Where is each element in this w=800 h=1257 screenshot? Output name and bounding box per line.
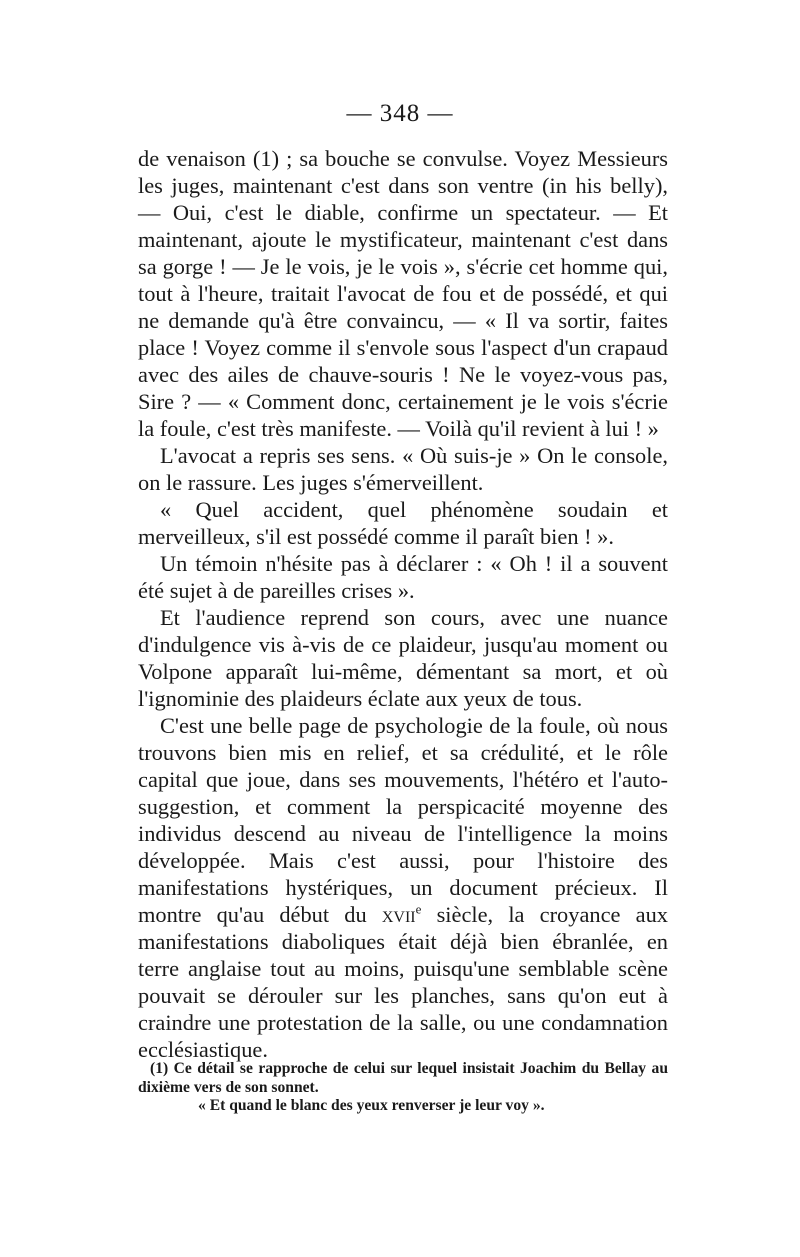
paragraph-audience: Et l'audience reprend son cours, avec une nuance d'indulgence vis à-vis de ce plaideur, jusqu'au moment ou Volpone apparaît lui-même, démentant sa mort, et où l'ignominie des plaideurs éclate aux yeux de tous.: [138, 605, 668, 711]
paragraph-temoin: Un témoin n'hésite pas à déclarer : « Oh ! il a souvent été sujet à de pareilles crises ».: [138, 551, 668, 603]
paragraph-psychologie-end: siècle, la croyance aux manifestations diaboliques était déjà bien ébranlée, en terre anglaise tout au moins, puisqu'une semblable scène pouvait se dérouler sur les planches, sans qu'on eut à craindre une protestation de la salle, ou une condamnation ecclésiastique.: [138, 902, 668, 1062]
paragraph-psychologie-text: C'est une belle page de psychologie de la foule, où nous trouvons bien mis en relief, et sa crédulité, et le rôle capital que joue, dans ses mouvements, l'hétéro et l'auto-suggestion, et comment la perspicacité moyenne des individus descend au niveau de l'intelligence la moins développée. Mais c'est aussi, pour l'histoire des manifestations hystériques, un document précieux. Il montre qu'au début du: [138, 713, 668, 927]
footnote-1: (1) Ce détail se rapproche de celui sur lequel insistait Joachim du Bellay au dixième vers de son sonnet.: [138, 1060, 668, 1096]
page-number: — 348 —: [346, 100, 454, 127]
paragraph-psychologie: [138, 712, 668, 1063]
footnotes: [138, 1060, 668, 1116]
body-text: [138, 145, 668, 1063]
paragraph-quel-accident: « Quel accident, quel phénomène soudain et merveilleux, s'il est possédé comme il paraît bien ! ».: [138, 497, 668, 549]
century-roman: xvii: [381, 902, 416, 927]
footnote-1-quote: « Et quand le blanc des yeux renverser je leur voy ».: [198, 1097, 545, 1114]
century-suffix: e: [415, 901, 422, 917]
paragraph-continuation: de venaison (1) ; sa bouche se convulse. Voyez Messieurs les juges, maintenant c'est dans son ventre (in his belly), — Oui, c'est le diable, confirme un spectateur. — Et maintenant, ajoute le mystificateur, maintenant c'est dans sa gorge ! — Je le vois, je le vois », s'écrie cet homme qui, tout à l'heure, traitait l'avocat de fou et de possédé, et qui ne demande qu'à être convaincu, — « Il va sortir, faites place ! Voyez comme il s'envole sous l'aspect d'un crapaud avec des ailes de chauve-souris ! Ne le voyez-vous pas, Sire ? — « Comment donc, certainement je le vois s'écrie la foule, c'est très manifeste. — Voilà qu'il revient à lui ! »: [138, 146, 668, 441]
paragraph-lawyer-recovers: L'avocat a repris ses sens. « Où suis-je » On le console, on le rassure. Les juges s'émerveillent.: [138, 443, 668, 495]
